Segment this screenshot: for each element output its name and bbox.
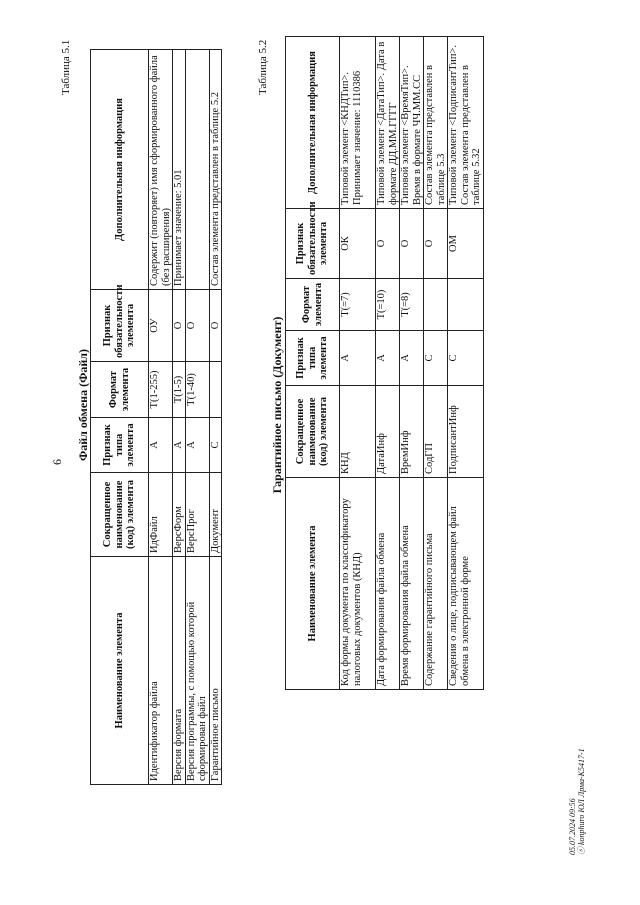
cell-format: [448, 279, 484, 331]
cell-code: ДатаИнф: [376, 386, 400, 478]
page-number: 6: [50, 459, 64, 465]
cell-code: ПодписантИнф: [448, 386, 484, 478]
cell-format: [209, 362, 222, 418]
cell-type: А: [340, 331, 376, 386]
table-row: [340, 37, 376, 690]
cell-info: Типовой элемент <ДатаТип>. Дата в формате ДД.ММ.ГГГГ: [376, 37, 400, 209]
cell-type: А: [185, 418, 209, 473]
cell-type: А: [149, 418, 173, 473]
cell-format: T(1-255): [149, 362, 173, 418]
cell-name: Сведения о лице, подписывающем файл обмена в электронной форме: [448, 478, 484, 690]
cell-type: С: [448, 331, 484, 386]
cell-code: ВерсПрог: [185, 473, 209, 557]
header-code: Сокращенное наименование (код) элемента: [286, 386, 340, 478]
cell-code: ИдФайл: [149, 473, 173, 557]
cell-code: ВерсФорм: [173, 473, 186, 557]
cell-type: А: [400, 331, 424, 386]
cell-type: А: [376, 331, 400, 386]
header-code: Сокращенное наименование (код) элемента: [91, 473, 149, 557]
table-5-1-label: Таблица 5.1: [60, 39, 72, 95]
table-5-2-label: Таблица 5.2: [257, 39, 269, 95]
cell-required: О: [400, 209, 424, 279]
cell-name: Содержание гарантийного письма: [424, 478, 448, 690]
header-required: Признак обязательности элемента: [91, 290, 149, 362]
header-info: Дополнительная информация: [91, 50, 149, 290]
header-type: Признак типа элемента: [286, 331, 340, 386]
stamp-date: 05.07.2024 09:56: [568, 798, 577, 855]
header-required: Признак обязательности элемента: [286, 209, 340, 279]
cell-name: Версия формата: [173, 557, 186, 785]
cell-info: Типовой элемент <КНДТип>. Принимает значение: 1110386: [340, 37, 376, 209]
header-name: Наименование элемента: [286, 478, 340, 690]
table-5-2: [285, 36, 484, 690]
cell-required: ОК: [340, 209, 376, 279]
table-row: [173, 50, 186, 785]
cell-format: T(=8): [400, 279, 424, 331]
table-row: [376, 37, 400, 690]
cell-info: Типовой элемент <ВремяТип>. Время в формате ЧЧ.ММ.СС: [400, 37, 424, 209]
cell-name: Гарантийное письмо: [209, 557, 222, 785]
table-row: [448, 37, 484, 690]
cell-code: ВремИнф: [400, 386, 424, 478]
cell-name: Дата формирования файла обмена: [376, 478, 400, 690]
cell-info: Типовой элемент <ПодписантТип>. Состав элемента представлен в таблице 5.32: [448, 37, 484, 209]
table-5-1-title: Файл обмена (Файл): [76, 348, 90, 462]
header-name: Наименование элемента: [91, 557, 149, 785]
header-format: Формат элемента: [286, 279, 340, 331]
cell-type: С: [424, 331, 448, 386]
cell-required: О: [173, 290, 186, 362]
cell-info: Принимает значение: 5.01: [173, 50, 186, 290]
header-info: Дополнительная информация: [286, 37, 340, 209]
table-row: [209, 50, 222, 785]
cell-required: О: [185, 290, 209, 362]
cell-code: КНД: [340, 386, 376, 478]
cell-name: Время формирования файла обмена: [400, 478, 424, 690]
cell-required: ОМ: [448, 209, 484, 279]
cell-name: Идентификатор файла: [149, 557, 173, 785]
cell-code: СодГП: [424, 386, 448, 478]
header-format: Формат элемента: [91, 362, 149, 418]
cell-required: О: [424, 209, 448, 279]
cell-type: А: [173, 418, 186, 473]
cell-info: Состав элемента представлен в таблице 5.3: [424, 37, 448, 209]
table-header-row: [91, 50, 149, 785]
cell-format: T(1-5): [173, 362, 186, 418]
electronic-stamp: [568, 748, 586, 855]
cell-name: Код формы документа по классификатору налоговых документов (КНД): [340, 478, 376, 690]
header-type: Признак типа элемента: [91, 418, 149, 473]
table-row: [400, 37, 424, 690]
table-row: [424, 37, 448, 690]
cell-format: T(=10): [376, 279, 400, 331]
cell-info: [185, 50, 209, 290]
cell-info: Содержит (повторяет) имя сформированного файла (без расширения): [149, 50, 173, 290]
cell-format: T(=7): [340, 279, 376, 331]
cell-format: T(1-40): [185, 362, 209, 418]
cell-type: С: [209, 418, 222, 473]
cell-required: ОУ: [149, 290, 173, 362]
table-header-row: [286, 37, 340, 690]
cell-required: О: [209, 290, 222, 362]
cell-name: Версия программы, с помощью которой сформирован файл: [185, 557, 209, 785]
cell-code: Документ: [209, 473, 222, 557]
table-5-2-title: Гарантийное письмо (Документ): [270, 316, 284, 494]
cell-required: О: [376, 209, 400, 279]
stamp-signature: ⓢ konphuro ЮЛ Лрма-К5417-1: [577, 748, 586, 855]
table-5-1: [90, 49, 222, 785]
table-row: [149, 50, 173, 785]
table-row: [185, 50, 209, 785]
cell-info: Состав элемента представлен в таблице 5.2: [209, 50, 222, 290]
cell-format: [424, 279, 448, 331]
